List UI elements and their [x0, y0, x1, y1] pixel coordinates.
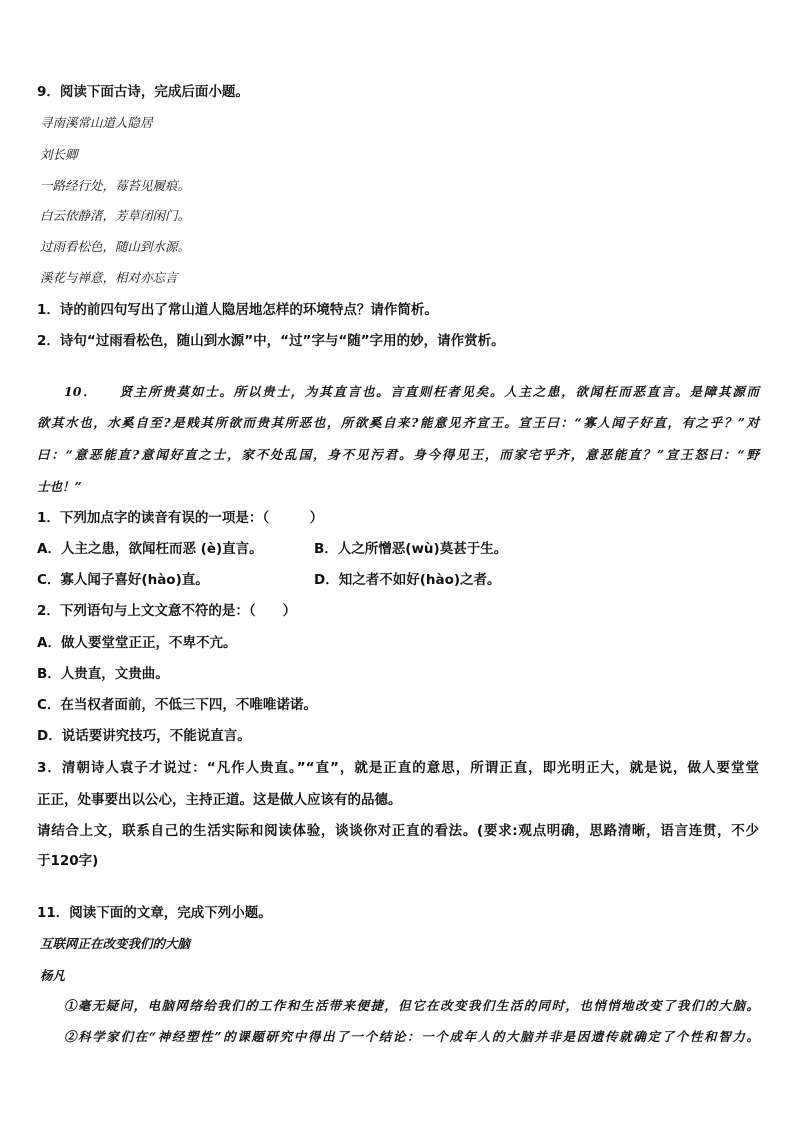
poem-title: 寻南溪常山道人隐居 — [40, 115, 153, 130]
q10-passage-line: 10． 贤主所贵莫如士。所以贵士，为其直言也。言直则枉者见矣。人主之患，欲闻枉而恶直言。是障其源而 — [64, 384, 759, 399]
q10-sub2-stem: 2．下列语句与上文文意不符的是：（ ） — [37, 603, 297, 619]
q10-sub3-line: 3．清朝诗人袁子才说过：“凡作人贵直。”“直”，就是正直的意思，所谓正直，即光明正大，就是说，做人要堂堂 — [37, 760, 759, 776]
q9-heading: 9．阅读下面古诗，完成后面小题。 — [37, 84, 249, 100]
q10-sub3-line: 于120字) — [37, 853, 99, 869]
q10-sub3-line: 正正，处事要出以公心，主持正道。这是做人应该有的品德。 — [37, 792, 402, 808]
poem-author: 刘长卿 — [40, 147, 78, 162]
q9-question-1: 1．诗的前四句写出了常山道人隐居地怎样的环境特点？请作简析。 — [37, 302, 438, 318]
poem-line: 过雨看松色，随山到水源。 — [40, 239, 191, 254]
sub2-option: B．人贵直，文贵曲。 — [37, 666, 169, 682]
article-title: 互联网正在改变我们的大脑 — [40, 936, 191, 951]
q10-passage-line: 士也！” — [37, 479, 82, 494]
article-paragraph: ①毫无疑问，电脑网络给我们的工作和生活带来便捷，但它在改变我们生活的同时，也悄悄地改变了我们的大脑。 — [64, 998, 759, 1013]
poem-line: 白云依静渚，芳草闭闲门。 — [40, 208, 191, 223]
q9-question-2: 2．诗句“过雨看松色，随山到水源”中，“过”字与“随”字用的妙，请作赏析。 — [37, 333, 505, 349]
q11-heading: 11．阅读下面的文章，完成下列小题。 — [37, 905, 272, 921]
option-a: A．人主之患，欲闻枉而恶 (è)直言。 — [37, 541, 263, 557]
sub2-option: C．在当权者面前，不低三下四，不唯唯诺诺。 — [37, 697, 317, 713]
article-paragraph: ②科学家们在“神经塑性”的课题研究中得出了一个结论：一个成年人的大脑并非是因遗传就确定了个性和智力。 — [64, 1029, 759, 1044]
q10-passage-line: 欲其水也，水奚自至?是贱其所欲而贵其所恶也，所欲奚自来?能意见齐宣王。宣王曰：“寡人闻子好直，有之乎？”对 — [37, 415, 759, 430]
q10-sub1-stem: 1．下列加点字的读音有误的一项是：（ ） — [37, 510, 324, 526]
article-author: 杨凡 — [40, 968, 66, 983]
option-d: D．知之者不如好(hào)之者。 — [314, 572, 501, 588]
sub2-option: A．做人要堂堂正正，不卑不亢。 — [37, 635, 237, 651]
q10-passage-line: 曰：“意恶能直?意闻好直之士，家不处乱国，身不见污君。身今得见王，而家宅乎齐，意恶能直？”宣王怒曰：“野 — [37, 447, 759, 462]
q10-sub3-line: 请结合上文，联系自己的生活实际和阅读体验，谈谈你对正直的看法。(要求:观点明确，思路清晰，语言连贯，不少 — [37, 823, 759, 839]
sub2-option: D．说话要讲究技巧，不能说直言。 — [37, 728, 251, 744]
option-b: B．人之所憎恶(wù)莫甚于生。 — [314, 541, 508, 557]
poem-line: 溪花与禅意，相对亦忘言 — [40, 270, 178, 285]
poem-line: 一路经行处，莓苔见履痕。 — [40, 178, 191, 193]
option-c: C．寡人闻子喜好(hào)直。 — [37, 572, 209, 588]
